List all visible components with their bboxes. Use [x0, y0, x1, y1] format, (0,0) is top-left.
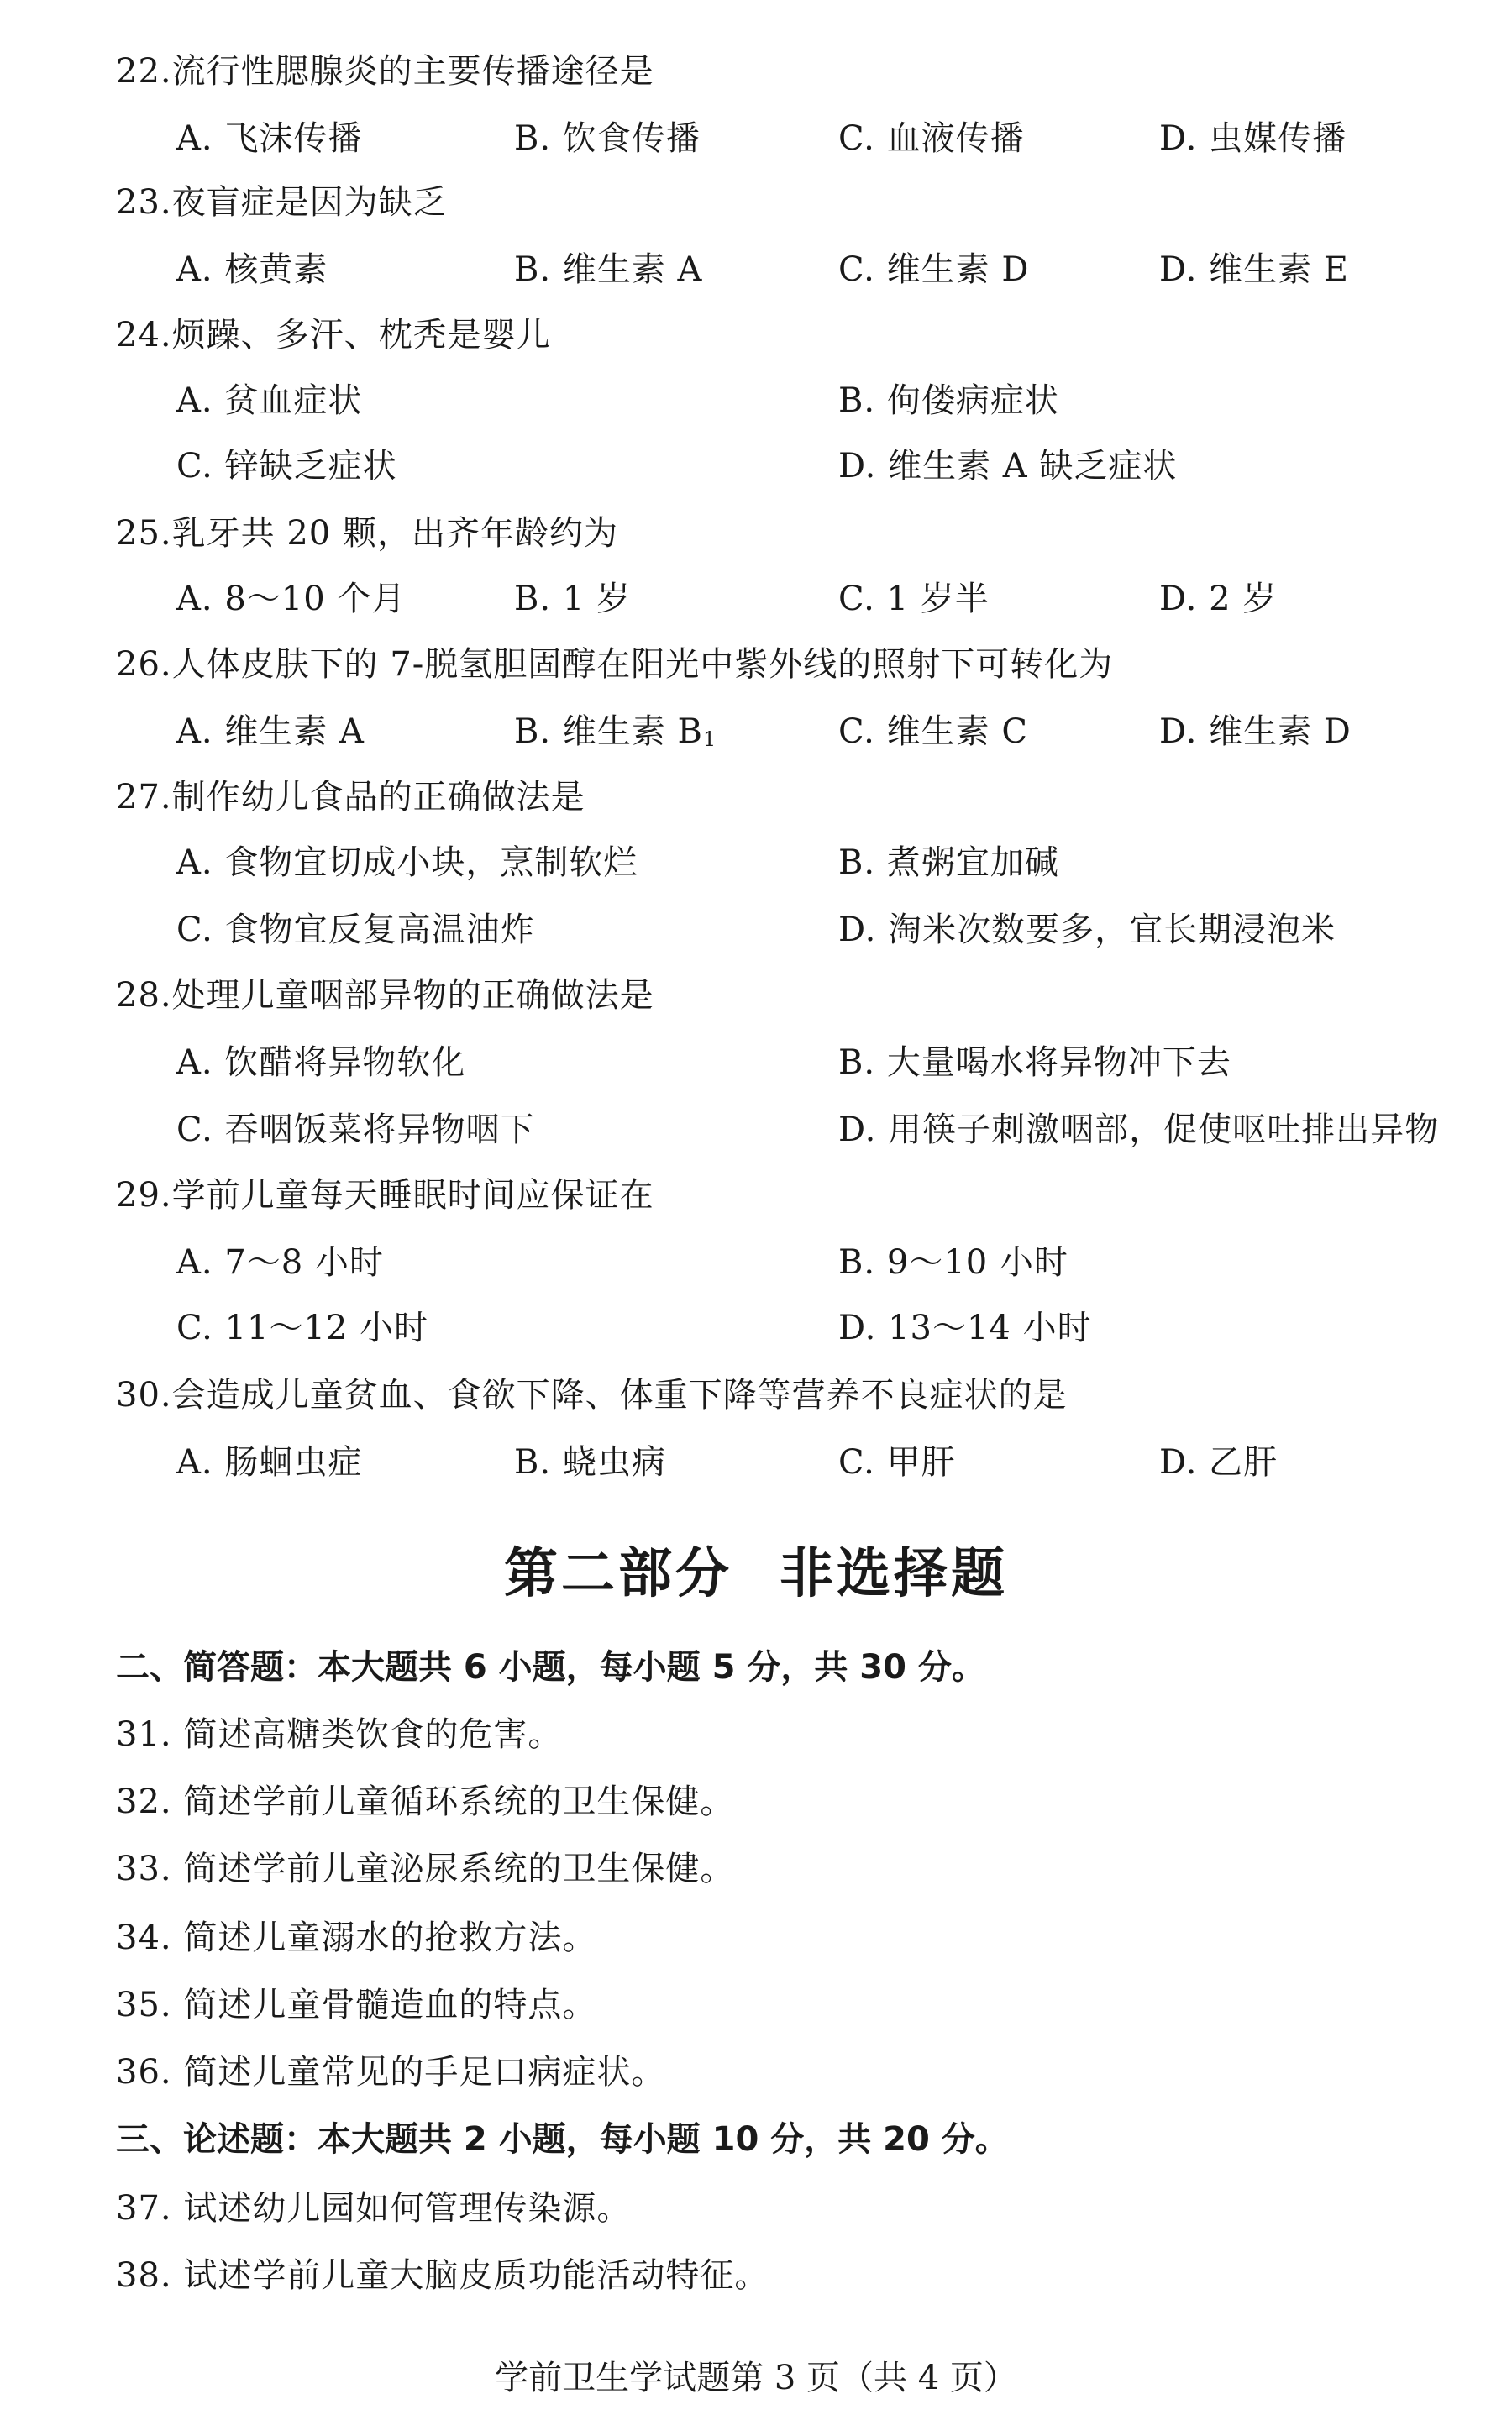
question-29-stem: [116, 1174, 654, 1216]
question-30-stem: [116, 1374, 1068, 1416]
option-b: B. 蛲虫病: [514, 1443, 666, 1482]
option-d: D. 用筷子刺激咽部，促使呕吐排出异物: [838, 1110, 1440, 1149]
option-d: D. 维生素 D: [1159, 712, 1352, 751]
option-b: [514, 711, 717, 760]
question-number: 22.: [116, 52, 172, 91]
question-23-stem: [116, 181, 448, 223]
question-text: 夜盲症是因为缺乏: [171, 183, 448, 222]
option-b: B. 9～10 小时: [838, 1243, 1068, 1282]
question-25-stem: [116, 512, 618, 554]
page-footer: 学前卫生学试题第 3 页（共 4 页）: [495, 2359, 1017, 2397]
question-text: 制作幼儿食品的正确做法是: [171, 778, 585, 816]
option-c: C. 维生素 C: [838, 712, 1028, 751]
option-b: B. 饮食传播: [514, 119, 701, 158]
option-b: B. 1 岁: [514, 580, 631, 618]
question-24-stem: [116, 314, 551, 356]
part-two-title: [0, 1530, 1512, 1608]
question-22-stem: [116, 50, 654, 92]
option-a: A. 肠蛔虫症: [176, 1443, 363, 1482]
question-text: 烦躁、多汗、枕秃是婴儿: [171, 316, 551, 354]
option-b: B. 煮粥宜加碱: [838, 843, 1059, 882]
part-two-label: 第二部分: [504, 1543, 732, 1605]
option-d: D. 乙肝: [1159, 1443, 1278, 1482]
option-a: A. 维生素 A: [176, 712, 365, 751]
question-text: 处理儿童咽部异物的正确做法是: [171, 976, 654, 1015]
option-b: B. 大量喝水将异物冲下去: [838, 1043, 1231, 1082]
subscript: 1: [702, 727, 717, 751]
essay-question: 38. 试述学前儿童大脑皮质功能活动特征。: [116, 2256, 769, 2295]
option-b: B. 维生素 A: [514, 250, 703, 289]
option-d: D. 虫媒传播: [1159, 119, 1347, 158]
option-d: D. 13～14 小时: [838, 1309, 1092, 1347]
option-c: C. 11～12 小时: [176, 1309, 429, 1347]
short-question: 33. 简述学前儿童泌尿系统的卫生保健。: [116, 1850, 735, 1888]
section-two-heading: 二、简答题：本大题共 6 小题，每小题 5 分，共 30 分。: [116, 1648, 985, 1687]
option-a: A. 食物宜切成小块，烹制软烂: [176, 843, 638, 882]
option-d: D. 淘米次数要多，宜长期浸泡米: [838, 911, 1336, 949]
option-b-text: B. 维生素 B: [514, 712, 703, 751]
option-a: A. 贫血症状: [176, 381, 363, 420]
option-c: C. 吞咽饭菜将异物咽下: [176, 1110, 535, 1149]
question-number: 25.: [116, 514, 172, 553]
option-d: D. 2 岁: [1159, 580, 1278, 618]
option-d: D. 维生素 A 缺乏症状: [838, 447, 1178, 486]
question-number: 27.: [116, 778, 172, 816]
question-text: 乳牙共 20 颗，出齐年龄约为: [171, 514, 618, 553]
option-a: A. 7～8 小时: [176, 1243, 384, 1282]
short-question: 35. 简述儿童骨髓造血的特点。: [116, 1986, 597, 2024]
option-a: A. 8～10 个月: [176, 580, 407, 618]
option-c: C. 甲肝: [838, 1443, 956, 1482]
short-question: 31. 简述高糖类饮食的危害。: [116, 1715, 563, 1754]
question-number: 28.: [116, 976, 172, 1015]
question-text: 学前儿童每天睡眠时间应保证在: [171, 1176, 654, 1215]
section-three-heading: 三、论述题：本大题共 2 小题，每小题 10 分，共 20 分。: [116, 2120, 1009, 2159]
short-question: 36. 简述儿童常见的手足口病症状。: [116, 2053, 666, 2092]
question-28-stem: [116, 974, 654, 1016]
question-27-stem: [116, 776, 585, 818]
option-c: C. 血液传播: [838, 119, 1025, 158]
question-number: 30.: [116, 1376, 172, 1415]
question-text: 人体皮肤下的 7-脱氢胆固醇在阳光中紫外线的照射下可转化为: [171, 645, 1114, 684]
question-number: 29.: [116, 1176, 172, 1215]
option-a: A. 饮醋将异物软化: [176, 1043, 466, 1082]
question-text: 会造成儿童贫血、食欲下降、体重下降等营养不良症状的是: [171, 1376, 1068, 1415]
option-c: C. 1 岁半: [838, 580, 990, 618]
question-26-stem: [116, 643, 1113, 685]
option-b: B. 佝偻病症状: [838, 381, 1059, 420]
essay-question: 37. 试述幼儿园如何管理传染源。: [116, 2189, 632, 2228]
question-number: 24.: [116, 316, 172, 354]
option-c: C. 维生素 D: [838, 250, 1030, 289]
option-d: D. 维生素 E: [1159, 250, 1349, 289]
short-question: 32. 简述学前儿童循环系统的卫生保健。: [116, 1782, 735, 1821]
option-a: A. 飞沫传播: [176, 119, 363, 158]
question-text: 流行性腮腺炎的主要传播途径是: [171, 52, 654, 91]
question-number: 23.: [116, 183, 172, 222]
short-question: 34. 简述儿童溺水的抢救方法。: [116, 1919, 597, 1957]
option-a: A. 核黄素: [176, 250, 328, 289]
option-c: C. 锌缺乏症状: [176, 447, 397, 486]
option-c: C. 食物宜反复高温油炸: [176, 911, 535, 949]
question-number: 26.: [116, 645, 172, 684]
part-two-subtitle: 非选择题: [780, 1543, 1008, 1605]
